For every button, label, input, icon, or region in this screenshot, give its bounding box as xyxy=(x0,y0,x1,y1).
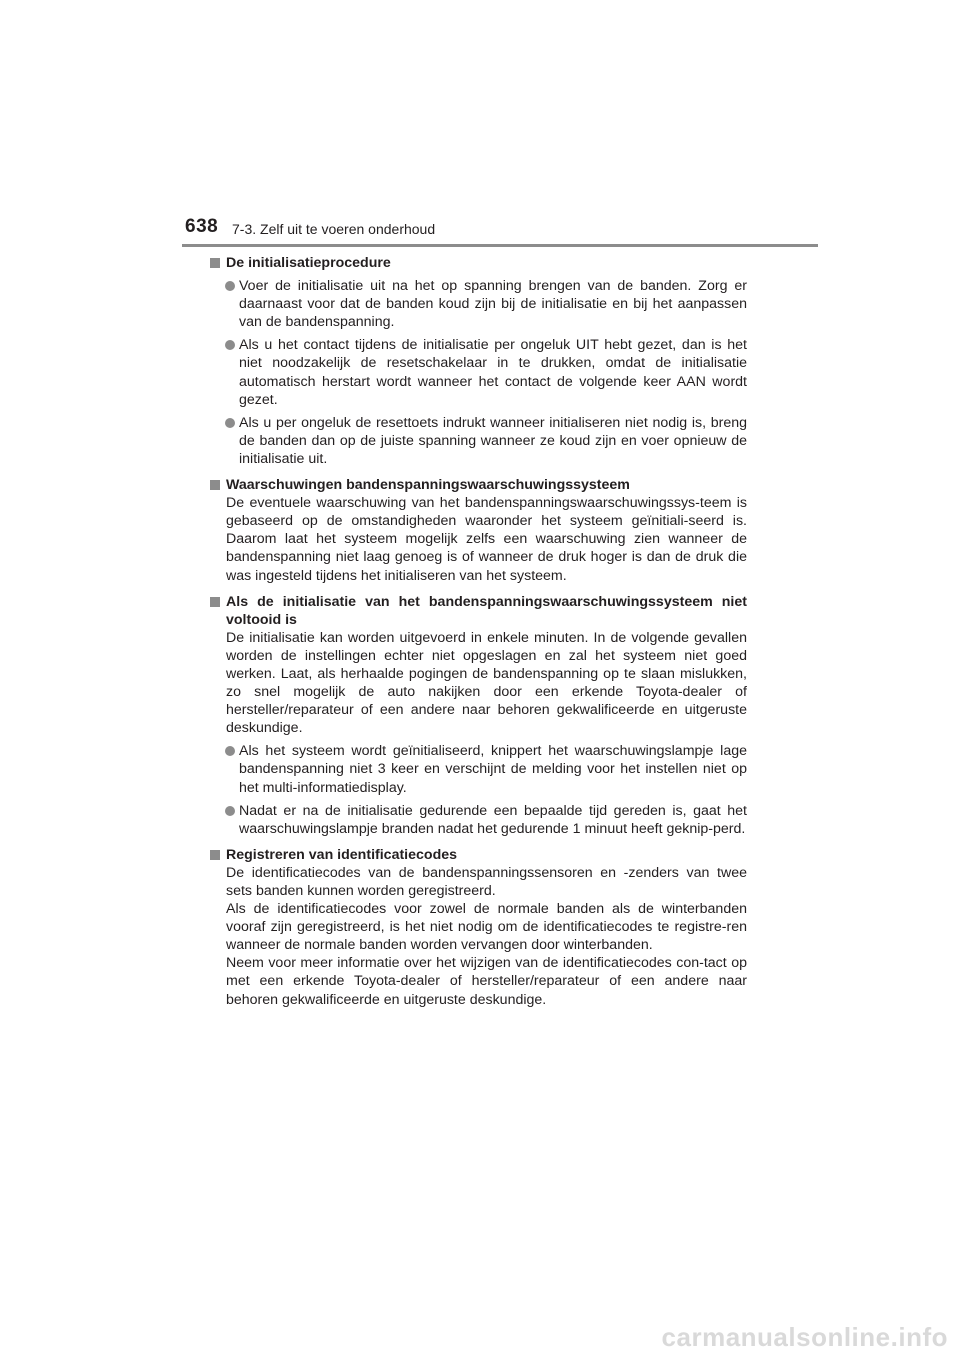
square-bullet-icon xyxy=(210,597,220,607)
paragraph: De eventuele waarschuwing van het bandenspanningswaarschuwingssys-teem is gebaseerd op de omstandigheden waaronder het systeem geïnitiali-seerd is. Daarom laat het systeem mogelijk zelfs een waarschuwing zien wanneer de bandenspanning niet laag genoeg is of wanneer de druk hoger is dan de druk die was ingesteld tijdens het initialiseren van het systeem. xyxy=(226,495,747,584)
heading-text: Waarschuwingen bandenspanningswaarschuwingssysteem xyxy=(226,477,630,494)
header-divider xyxy=(182,244,818,247)
section-heading xyxy=(209,846,747,864)
circle-bullet-icon xyxy=(225,281,235,291)
list-item-text: Als u het contact tijdens de initialisatie per ongeluk UIT hebt gezet, dan is het niet noodzakelijk de resetschakelaar in te drukken, omdat de initialisatie automatisch herstart wordt wanneer het contact de volgende keer AAN wordt gezet. xyxy=(239,337,747,408)
paragraph: De identificatiecodes van de bandenspanningssensoren en -zenders van twee sets banden kunnen worden geregistreerd. Als de identificatiecodes voor zowel de normale banden als de winterbanden vooraf zijn geregistreerd, is het niet nodig om de identificatiecodes te registre-ren wanneer de normale banden worden vervangen door winterbanden. Neem voor meer informatie over het wijzigen van de identificatiecodes con-tact op met een erkende Toyota-dealer of hersteller/reparateur of een andere naar behoren gekwalificeerde en uitgeruste deskundige. xyxy=(226,864,747,1008)
section-heading xyxy=(209,593,747,629)
square-bullet-icon xyxy=(210,480,220,490)
section-title: 7-3. Zelf uit te voeren onderhoud xyxy=(232,221,436,237)
heading-text: Als de initialisatie van het bandenspanningswaarschuwingssysteem niet voltooid is xyxy=(226,593,747,628)
paragraph: De initialisatie kan worden uitgevoerd in enkele minuten. In de volgende gevallen worden de instellingen echter niet opgeslagen en zal het systeem niet goed werken. Laat, als herhaalde pogingen de bandenspanning op te slaan mislukken, zo snel mogelijk de auto nakijken door een erkende Toyota-dealer of hersteller/reparateur of een andere naar behoren gekwalificeerde en uitgeruste deskundige. xyxy=(226,629,747,737)
section-heading xyxy=(209,476,747,494)
list-item xyxy=(209,414,747,468)
list-item-text: Nadat er na de initialisatie gedurende een bepaalde tijd gereden is, gaat het waarschuwingslampje branden nadat het gedurende 1 minuut heeft geknip-perd. xyxy=(239,802,747,837)
circle-bullet-icon xyxy=(225,746,235,756)
page-content xyxy=(209,254,747,1009)
watermark-logo: carmanualsonline.info xyxy=(661,1322,948,1352)
list-item xyxy=(209,742,747,796)
list-item xyxy=(209,802,747,838)
list-item-text: Voer de initialisatie uit na het op spanning brengen van de banden. Zorg er daarnaast voor dat de banden koud zijn bij de initialisatie en bij het aanpassen van de bandenspanning. xyxy=(239,278,747,331)
circle-bullet-icon xyxy=(225,806,235,816)
circle-bullet-icon xyxy=(225,418,235,428)
square-bullet-icon xyxy=(210,850,220,860)
list-item-text: Als het systeem wordt geïnitialiseerd, knippert het waarschuwingslampje lage bandenspanning niet 3 keer en verschijnt de melding voor het instellen niet op het multi-informatiedisplay. xyxy=(239,743,747,796)
list-item xyxy=(209,277,747,331)
heading-text: De initialisatieprocedure xyxy=(226,255,391,271)
circle-bullet-icon xyxy=(225,340,235,350)
list-item xyxy=(209,336,747,408)
section-heading xyxy=(209,254,747,272)
heading-text: Registreren van identificatiecodes xyxy=(226,846,458,863)
list-item-text: Als u per ongeluk de resettoets indrukt wanneer initialiseren niet nodig is, breng de banden dan op de juiste spanning wanneer ze koud zijn en voer opnieuw de initialisatie uit. xyxy=(239,414,747,467)
page-number: 638 xyxy=(185,216,219,237)
square-bullet-icon xyxy=(210,258,220,268)
